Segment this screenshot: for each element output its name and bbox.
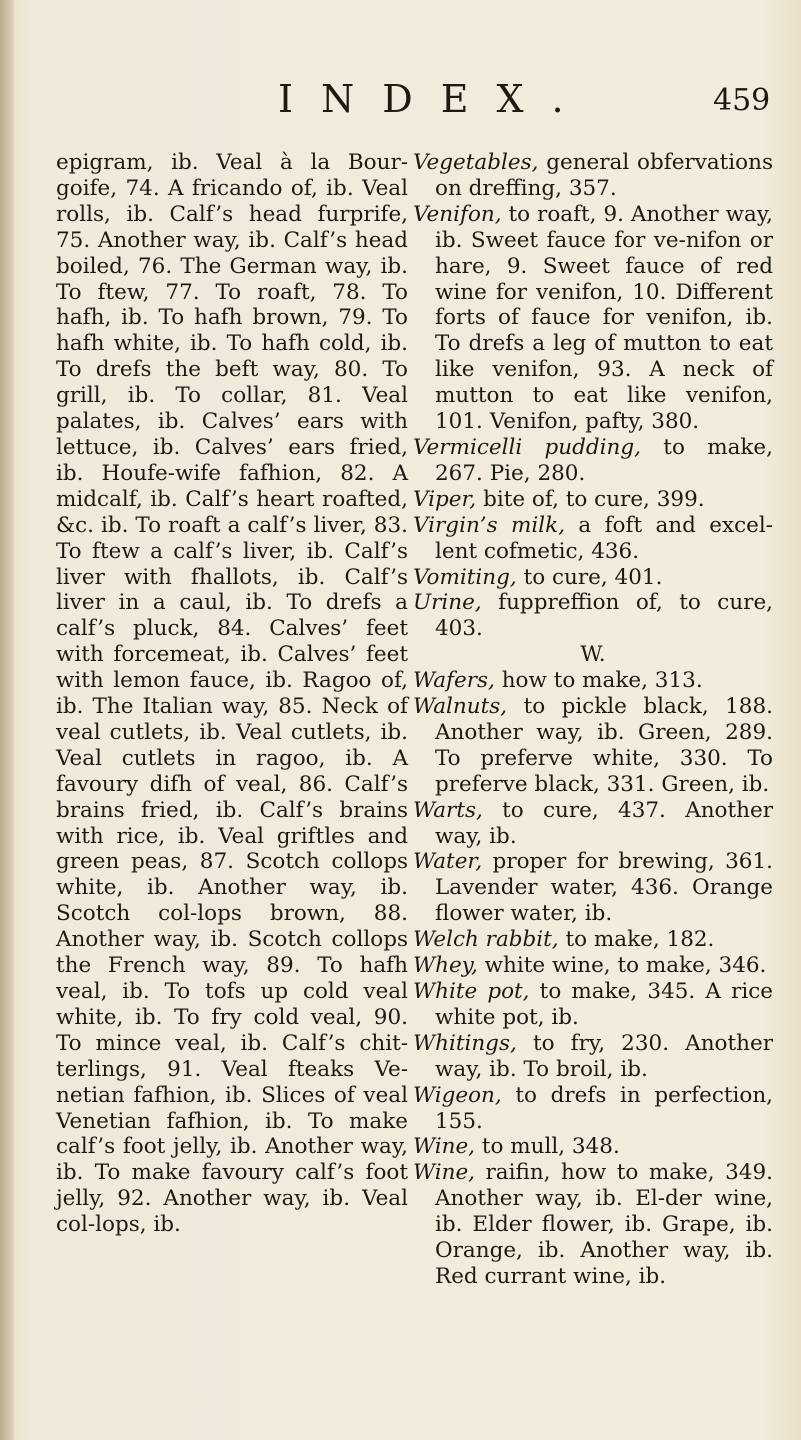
- index-entry: Wafers, how to make, 313.: [413, 668, 703, 694]
- index-entry: Warts, to cure, 437. Another way, ib.: [413, 797, 773, 849]
- index-entry: Wigeon, to drefs in perfection, 155.: [413, 1082, 773, 1134]
- index-entry: Wine, raifin, how to make, 349. Another way, ib. El-der wine, ib. Elder flower, ib. Grape, ib. Orange, ib. Another way, ib. Red currant wine, ib.: [413, 1160, 773, 1289]
- section-letter-w: W.: [580, 642, 606, 668]
- index-entry: Walnuts, to pickle black, 188. Another way, ib. Green, 289. To preferve white, 330. To preferve black, 331. Green, ib.: [413, 694, 773, 797]
- index-entry: Urine, fuppreffion of, to cure, 403.: [413, 590, 773, 642]
- index-entry: Vermicelli pudding, to make, 267. Pie, 280.: [413, 434, 773, 486]
- index-entry: Venifon, to roaft, 9. Another way, ib. Sweet fauce for ve-nifon or hare, 9. Sweet fauce of red wine for venifon, 10. Different forts of fauce for venifon, ib. To drefs a leg of mutton to eat like venifon, 93. A neck of mutton to eat like venifon, 101. Venifon, pafty, 380.: [413, 201, 773, 435]
- book-spine-shadow: [0, 0, 14, 1440]
- page-number: 459: [713, 83, 771, 118]
- index-entry: Water, proper for brewing, 361. Lavender water, 436. Orange flower water, ib.: [413, 849, 773, 927]
- page-header: [0, 74, 801, 124]
- left-column: [56, 150, 408, 1238]
- index-entry: Virgin’s milk, a foft and excel-lent cofmetic, 436.: [413, 512, 773, 564]
- right-column: [413, 150, 773, 1290]
- index-entry: Wine, to mull, 348.: [413, 1134, 620, 1160]
- index-entry: Whitings, to fry, 230. Another way, ib. To broil, ib.: [413, 1030, 773, 1082]
- index-entry: Whey, white wine, to make, 346.: [413, 953, 767, 979]
- index-entry: Viper, bite of, to cure, 399.: [413, 486, 705, 512]
- page-title: INDEX.: [278, 77, 592, 121]
- index-entry: Welch rabbit, to make, 182.: [413, 927, 715, 953]
- left-column-text: epigram, ib. Veal à la Bour-goife, 74. A fricando of, ib. Veal rolls, ib. Calf’s head furprife, 75. Another way, ib. Calf’s head boiled, 76. The German way, ib. To ftew, 77. To roaft, 78. To hafh, ib. To hafh brown, 79. To hafh white, ib. To hafh cold, ib. To drefs the beft way, 80. To grill, ib. To collar, 81. Veal palates, ib. Calves’ ears with lettuce, ib. Calves’ ears fried, ib. Houfe-wife fafhion, 82. A midcalf, ib. Calf’s heart roafted, &c. ib. To roaft a calf’s liver, 83. To ftew a calf’s liver, ib. Calf’s liver with fhallots, ib. Calf’s liver in a caul, ib. To drefs a calf’s pluck, 84. Calves’ feet with forcemeat, ib. Calves’ feet with lemon fauce, ib. Ragoo of, ib. The Italian way, 85. Neck of veal cutlets, ib. Veal cutlets, ib. Veal cutlets in ragoo, ib. A favoury difh of veal, 86. Calf’s brains fried, ib. Calf’s brains with rice, ib. Veal griftles and green peas, 87. Scotch collops white, ib. Another way, ib. Scotch col-lops brown, 88. Another way, ib. Scotch collops the French way, 89. To hafh veal, ib. To tofs up cold veal white, ib. To fry cold veal, 90. To mince veal, ib. Calf’s chit-terlings, 91. Veal fteaks Ve-netian fafhion, ib. Slices of veal Venetian fafhion, ib. To make calf’s foot jelly, ib. Another way, ib. To make favoury calf’s foot jelly, 92. Another way, ib. Veal col-lops, ib.: [56, 150, 408, 1238]
- index-entry: Vegetables, general obfervations on dreffing, 357.: [413, 150, 773, 201]
- index-entry: White pot, to make, 345. A rice white pot, ib.: [413, 979, 773, 1030]
- index-entry: Vomiting, to cure, 401.: [413, 564, 663, 590]
